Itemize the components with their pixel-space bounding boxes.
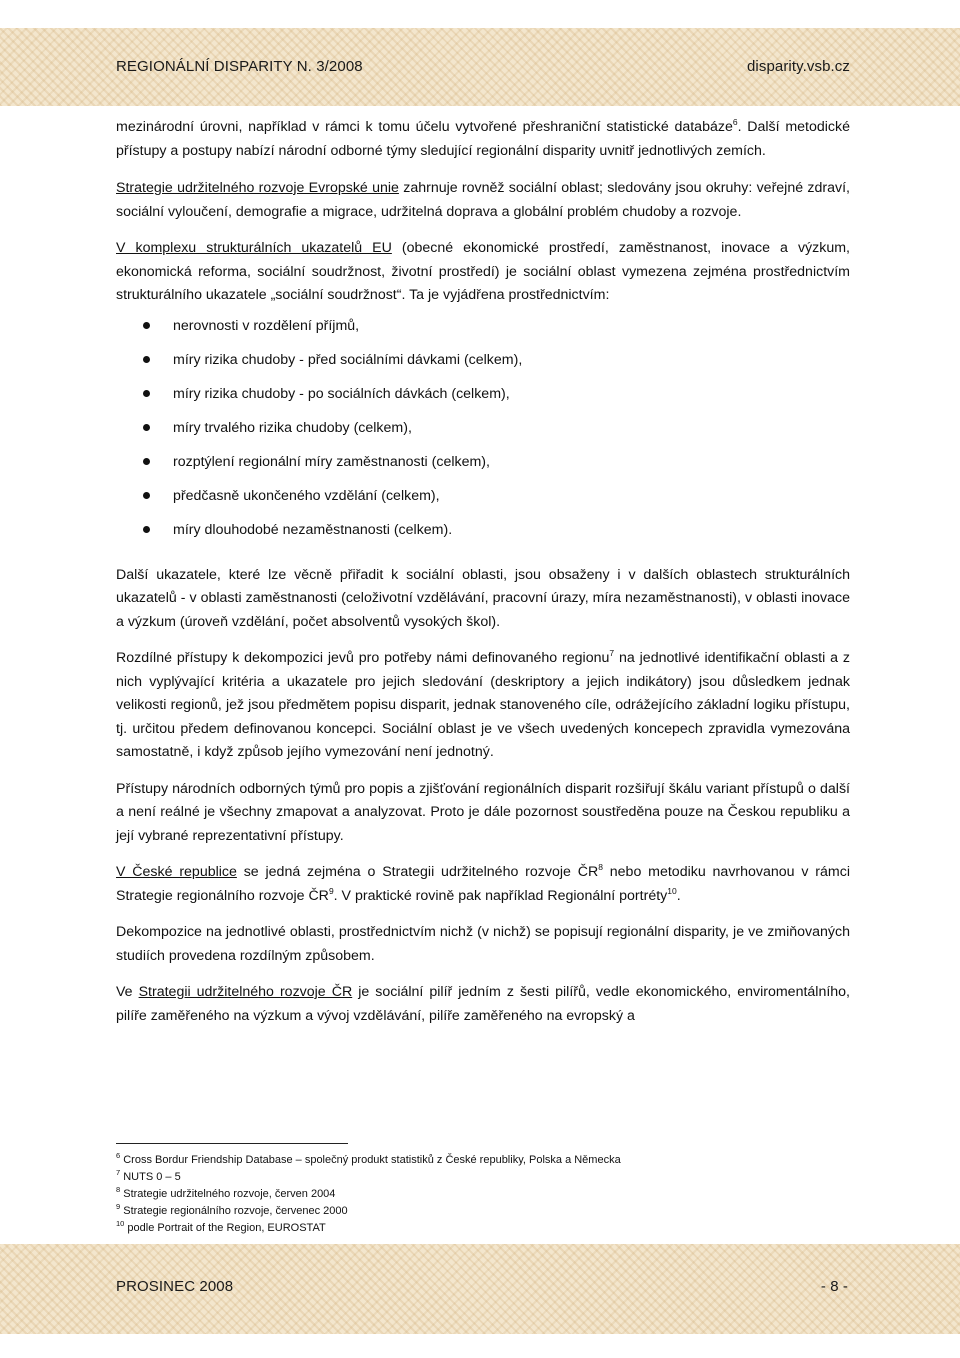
bullet-icon bbox=[143, 390, 150, 397]
bullet-icon bbox=[143, 458, 150, 465]
footnote-ref-7[interactable]: 7 bbox=[609, 648, 615, 658]
link-eu-indicators[interactable]: V komplexu strukturálních ukazatelů EU bbox=[116, 240, 392, 256]
bullet-icon bbox=[143, 356, 150, 363]
list-item: míry rizika chudoby - před sociálními dávkami (celkem), bbox=[116, 348, 850, 382]
list-item: míry dlouhodobé nezaměstnanosti (celkem). bbox=[116, 518, 850, 552]
bullet-icon bbox=[143, 322, 150, 329]
header-band bbox=[0, 28, 960, 106]
bullet-icon bbox=[143, 424, 150, 431]
footnote-7: $^7$ NUTS 0 – 5 bbox=[116, 1168, 181, 1183]
paragraph-2: Strategie udržitelného rozvoje Evropské unie zahrnuje rovněž sociální oblast; sledovány jsou okruhy: veřejné zdraví, sociální vyloučení, demografie a migrace, udržitelná doprava a globální problém chudoby a rozvoje. bbox=[116, 180, 850, 220]
list-item: míry trvalého rizika chudoby (celkem), bbox=[116, 416, 850, 450]
footnote-ref-6[interactable]: 6 bbox=[732, 117, 738, 127]
footnotes bbox=[116, 1152, 856, 1237]
list-item: nerovnosti v rozdělení příjmů, bbox=[116, 314, 850, 348]
page-number: - 8 - bbox=[820, 1278, 848, 1295]
footnote-10: $^{10}$ podle Portrait of the Region, EUROSTAT bbox=[116, 1219, 326, 1234]
footnote-divider bbox=[116, 1143, 348, 1144]
site-link[interactable]: disparity.vsb.cz bbox=[746, 58, 850, 75]
issue-date: PROSINEC 2008 bbox=[116, 1278, 234, 1295]
footnote-ref-9[interactable]: 9 bbox=[328, 885, 334, 896]
list-item: předčasně ukončeného vzdělání (celkem), bbox=[116, 484, 850, 518]
paragraph-9: Ve Strategii udržitelného rozvoje ČR je sociální pilíř jedním z šesti pilířů, vedle ekonomického, enviromentálního, pilíře zaměřeného na výzkum a vývoj vzdělávání, pilíře zaměřeného na evropský a bbox=[116, 984, 850, 1024]
link-cz-strategy[interactable]: Strategii udržitelného rozvoje ČR bbox=[138, 984, 353, 1000]
footer-band bbox=[0, 1244, 960, 1334]
paragraph-3: V komplexu strukturálních ukazatelů EU (obecné ekonomické prostředí, zaměstnanost, inovace a výzkum, ekonomická reforma, sociální soudržnost, životní prostředí) je sociální oblast vymezena zejména prostřednictvím strukturálního ukazatele „sociální soudržnost“. Ta je vyjádřena prostřednictvím: bbox=[116, 240, 850, 303]
bullet-icon bbox=[143, 526, 150, 533]
paragraph-1: mezinárodní úrovni, například v rámci k tomu účelu vytvořené přeshraniční statistické databáze$^6$. Další metodické přístupy a postupy nabízí národní odborné týmy sledující regionální disparity uvnitř jednotlivých zemích. bbox=[116, 117, 851, 159]
link-czech-republic[interactable]: V České republice bbox=[116, 864, 237, 880]
paragraph-4: Další ukazatele, které lze věcně přiřadit k sociální oblasti, jsou obsaženy i v dalších oblastech strukturálních ukazatelů - v oblasti zaměstnanosti (celoživotní vzdělávání, pracovní úrazy, míra nezaměstnanosti), v oblasti inovace a výzkum (úroveň vzdělání, počet absolventů vysokých škol). bbox=[116, 566, 850, 630]
footnote-ref-10[interactable]: 10 bbox=[667, 885, 677, 896]
journal-title: REGIONÁLNÍ DISPARITY N. 3/2008 bbox=[116, 58, 363, 75]
paragraph-8: Dekompozice na jednotlivé oblasti, prostřednictvím nichž (v nichž) se popisují regionální disparity, je ve zmiňovaných studiích provedena rozdílným způsobem. bbox=[116, 924, 850, 964]
footnote-9: $^9$ Strategie regionálního rozvoje, červenec 2000 bbox=[116, 1202, 348, 1217]
link-eu-strategy[interactable]: Strategie udržitelného rozvoje Evropské unie bbox=[116, 180, 399, 196]
indicator-list bbox=[116, 314, 850, 552]
footnote-ref-8[interactable]: 8 bbox=[598, 862, 603, 872]
paragraph-6: Přístupy národních odborných týmů pro popis a zjišťování regionálních disparit rozšiřují škálu variant přístupů o další a není reálné je všechny zmapovat a analyzovat. Proto je dále pozornost soustředěna pouze na Českou republiku a její vybrané reprezentativní přístupy. bbox=[116, 780, 850, 844]
list-item: rozptýlení regionální míry zaměstnanosti (celkem), bbox=[116, 450, 850, 484]
footnote-8: $^8$ Strategie udržitelného rozvoje, červen 2004 bbox=[116, 1185, 336, 1200]
list-item: míry rizika chudoby - po sociálních dávkách (celkem), bbox=[116, 382, 850, 416]
article-body bbox=[116, 116, 850, 1041]
paragraph-5: Rozdílné přístupy k dekompozici jevů pro potřeby námi definovaného regionu$^7$ na jednotlivé identifikační oblasti a z nich vyplývající kritéria a ukazatele pro jejich sledování (deskriptory a jejich indikátory) jsou důsledkem jednak velikosti regionů, jež jsou předmětem popisu disparit, jednak stanoveného cíle, odrážejícího základní logiku přístupu, tj. určitou předem definovanou koncepci. Sociální oblast je ve všech uvedených koncepech zpravidla vymezována samostatně, i když způsob jejího vymezování není jednotný. bbox=[116, 648, 850, 760]
bullet-icon bbox=[143, 492, 150, 499]
paragraph-7: V České republice se jedná zejména o Strategii udržitelného rozvoje $ČR^8$ nebo metodiku navrhovanou v rámci Strategie regionálního rozvoje $ČR^9$. V praktické rovině pak například Regionální portréty$^{10}$. bbox=[116, 862, 850, 904]
footnote-6: $^6$ Cross Bordur Friendship Database – společný produkt statistiků z České republiky, Polska a Německa bbox=[116, 1151, 621, 1166]
